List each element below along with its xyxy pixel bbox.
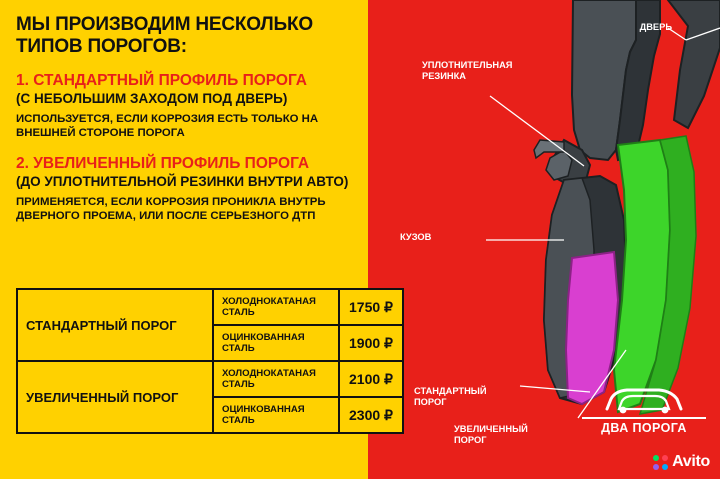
label-door: ДВЕРЬ (639, 22, 672, 32)
label-extended-sill: УВЕЛИЧЕННЫЙ ПОРОГ (454, 424, 528, 445)
section-extended-subtitle: (ДО УПЛОТНИТЕЛЬНОЙ РЕЗИНКИ ВНУТРИ АВТО) (16, 173, 349, 189)
label-body: КУЗОВ (400, 232, 432, 242)
outer-panel-shape (668, 0, 720, 128)
row-standard-price-1: 1750 ₽ (339, 289, 403, 325)
price-table (16, 288, 404, 434)
section-standard-subtitle: (С НЕБОЛЬШИМ ЗАХОДОМ ПОД ДВЕРЬ) (16, 91, 288, 107)
table-row (17, 361, 403, 397)
label-standard-sill: СТАНДАРТНЫЙ ПОРОГ (414, 386, 487, 407)
brand-logo (582, 385, 706, 435)
section-standard-title: 1. СТАНДАРТНЫЙ ПРОФИЛЬ ПОРОГА (16, 71, 307, 89)
row-extended-price-1: 2100 ₽ (339, 361, 403, 397)
row-standard-steel-1: ХОЛОДНОКАТАНАЯ СТАЛЬ (213, 289, 339, 325)
page-title: МЫ ПРОИЗВОДИМ НЕСКОЛЬКО ТИПОВ ПОРОГОВ: (16, 14, 313, 57)
avito-watermark (653, 453, 710, 471)
row-extended-steel-2: ОЦИНКОВАННАЯ СТАЛЬ (213, 397, 339, 433)
logo-text: ДВА ПОРОГА (582, 417, 706, 435)
avito-dots-icon (653, 455, 668, 470)
row-extended-name: УВЕЛИЧЕННЫЙ ПОРОГ (17, 361, 213, 433)
table-row (17, 289, 403, 325)
standard-sill-shape (566, 252, 618, 404)
row-extended-price-2: 2300 ₽ (339, 397, 403, 433)
section-extended-body: ПРИМЕНЯЕТСЯ, ЕСЛИ КОРРОЗИЯ ПРОНИКЛА ВНУТРЬ ДВЕРНОГО ПРОЕМА, ИЛИ ПОСЛЕ СЕРЬЕЗНОГО ДТП (16, 196, 326, 222)
row-standard-steel-2: ОЦИНКОВАННАЯ СТАЛЬ (213, 325, 339, 361)
row-extended-steel-1: ХОЛОДНОКАТАНАЯ СТАЛЬ (213, 361, 339, 397)
label-seal: УПЛОТНИТЕЛЬНАЯ РЕЗИНКА (422, 60, 513, 81)
section-standard (16, 72, 368, 141)
row-standard-name: СТАНДАРТНЫЙ ПОРОГ (17, 289, 213, 361)
section-extended-title: 2. УВЕЛИЧЕННЫЙ ПРОФИЛЬ ПОРОГА (16, 154, 310, 172)
car-icon (601, 385, 687, 415)
section-extended (16, 155, 368, 224)
section-standard-body: ИСПОЛЬЗУЕТСЯ, ЕСЛИ КОРРОЗИЯ ЕСТЬ ТОЛЬКО НА ВНЕШНЕЙ СТОРОНЕ ПОРОГА (16, 113, 319, 139)
avito-label: Avito (672, 453, 710, 470)
row-standard-price-2: 1900 ₽ (339, 325, 403, 361)
